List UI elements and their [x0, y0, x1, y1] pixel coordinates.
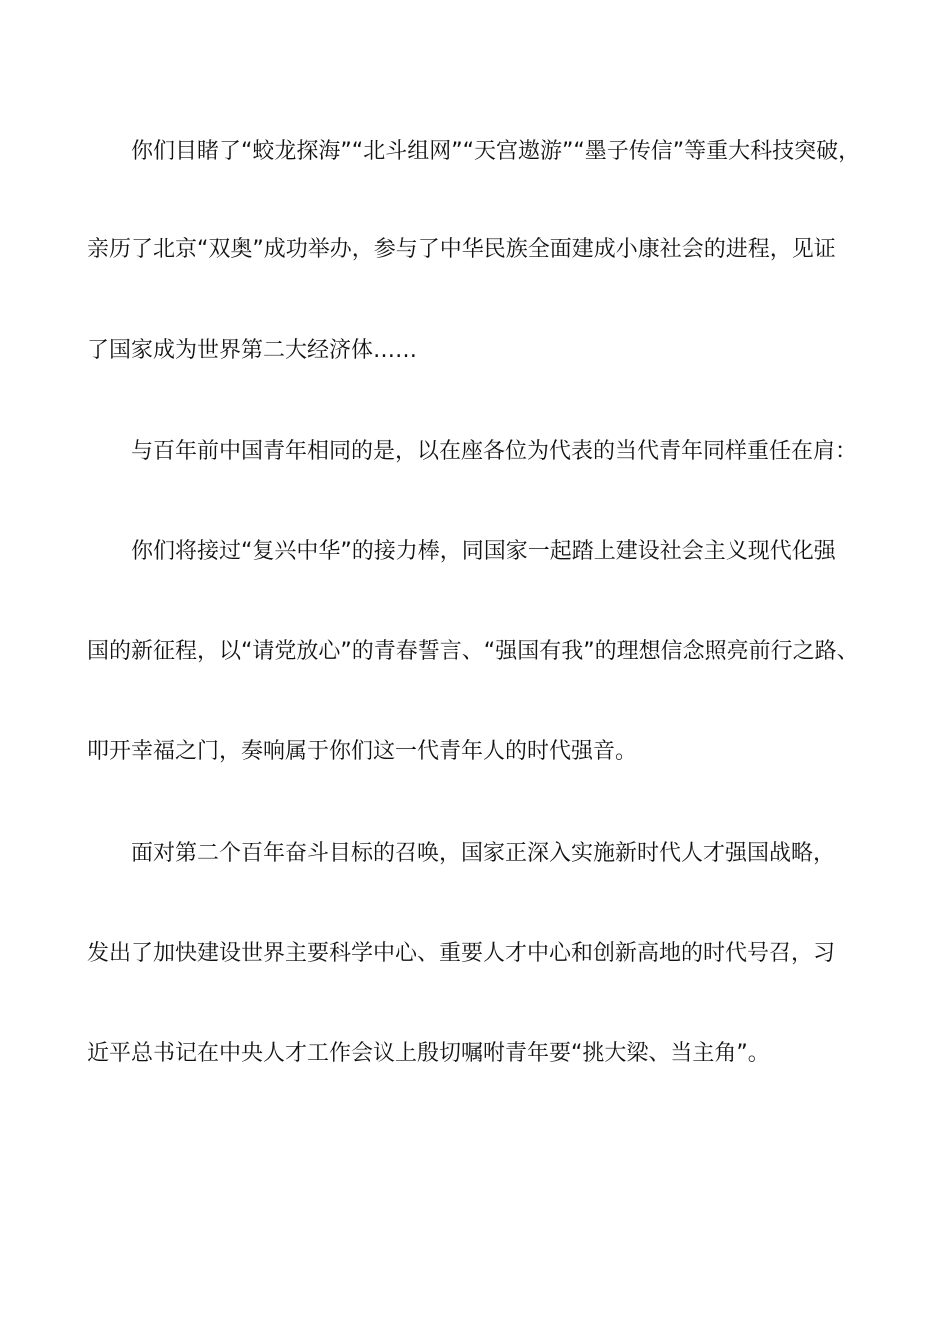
paragraph-3-line-1: 你们将接过“复兴中华”的接力棒，同国家一起踏上建设社会主义现代化强	[131, 539, 836, 564]
paragraph-1-line-3: 了国家成为世界第二大经济体……	[87, 338, 418, 363]
paragraph-4-line-3: 近平总书记在中央人才工作会议上殷切嘱咐青年要“挑大梁、当主角”。	[87, 1041, 770, 1066]
paragraph-3-line-2: 国的新征程，以“请党放心”的青春誓言、“强国有我”的理想信念照亮前行之路、	[87, 639, 859, 664]
paragraph-3-line-3: 叩开幸福之门，奏响属于你们这一代青年人的时代强音。	[87, 739, 638, 764]
paragraph-2-line-1: 与百年前中国青年相同的是，以在座各位为代表的当代青年同样重任在肩：	[131, 439, 858, 464]
paragraph-4-line-1: 面对第二个百年奋斗目标的召唤，国家正深入实施新时代人才强国战略，	[131, 841, 836, 866]
paragraph-1-line-2: 亲历了北京“双奥”成功举办，参与了中华民族全面建成小康社会的进程，见证	[87, 237, 836, 262]
paragraph-1-line-1: 你们目睹了“蛟龙探海”“北斗组网”“天宫遨游”“墨子传信”等重大科技突破，	[131, 139, 861, 164]
paragraph-4-line-2: 发出了加快建设世界主要科学中心、重要人才中心和创新高地的时代号召，习	[87, 941, 836, 966]
